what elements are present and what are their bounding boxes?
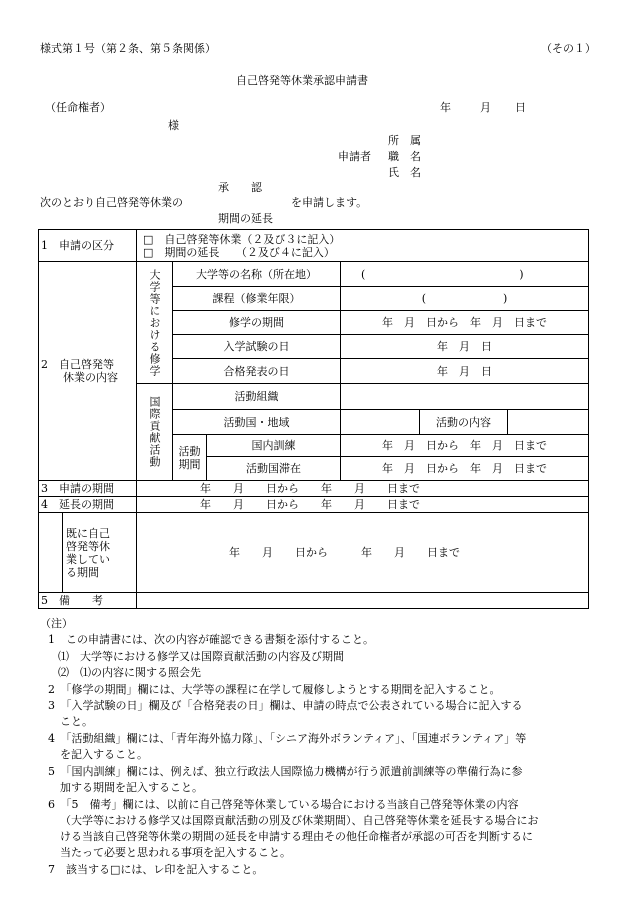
field-remarks[interactable] [137,593,589,609]
label-study [137,262,173,384]
field-application-period[interactable]: 年 月 日から 年 月 日まで [137,481,589,497]
field-extension-period[interactable]: 年 月 日から 年 月 日まで [137,497,589,513]
label-leave-content-l1: 2 自己啓発等 [41,358,114,371]
field-domestic-training[interactable]: 年 月 日から 年 月 日まで [341,435,589,457]
note-2: 2 「修学の期間」欄には、大学等の課程に在学して履修しようとする期間を記入すること。 [48,683,501,696]
field-activity-country[interactable] [341,410,420,435]
label-activity-org: 活動組織 [173,384,341,410]
label-existing-l4: る期間 [66,565,99,579]
note-6c: ける当該自己啓発等休業の期間の延長を申請する理由その他任命権者が承認の可否を判断するに [60,830,533,843]
note-6d: 当たって必要と思われる事項を記入すること。 [60,846,291,859]
label-activity-period-l1: 活動 [178,444,201,458]
label-domestic-training: 国内訓練 [207,435,341,457]
cell-application-type [137,230,589,262]
label-activity-content: 活動の内容 [420,410,508,435]
page-label: （その１） [541,42,596,55]
date-month: 月 [480,101,491,114]
label-stay-abroad: 活動国滞在 [207,457,341,481]
label-course: 課程（修業年限） [173,287,341,311]
application-table [38,229,589,609]
note-3b: こと。 [60,715,93,728]
extension-indent [39,513,63,593]
label-existing-period [63,513,137,593]
field-course[interactable]: ( ) [341,287,589,311]
label-activity-country: 活動国・地域 [173,410,341,435]
note-7: 7 該当する□には、レ印を記入すること。 [48,863,264,876]
label-study-period: 修学の期間 [173,311,341,335]
field-university-name[interactable]: ( ) [341,262,589,287]
addressee-authority: （任命権者） [45,101,111,114]
date-year: 年 [440,101,451,114]
intro-prefix: 次のとおり自己啓発等休業の [40,196,183,209]
note-5b: 加する期間を記入すること。 [60,781,203,794]
option-extension-checkbox[interactable]: □ 期間の延長 （２及び４に記入） [143,245,335,259]
label-existing-l2: 啓発等休 [66,539,110,553]
label-study-text: 大学等における修学 [148,268,161,377]
option-leave-checkbox[interactable]: □ 自己啓発等休業（２及び３に記入） [143,232,341,246]
label-application-type: 1 申請の区分 [39,230,137,262]
note-4a: 4 「活動組織」欄には、「青年海外協力隊」、「シニア海外ボランティア」、「国連ボランティア」等 [48,732,527,745]
note-4b: を記入すること。 [60,748,148,761]
field-activity-org[interactable] [341,384,589,410]
label-existing-l1: 既に自己 [66,526,110,540]
option-approval: 承 認 [218,181,262,194]
note-3a: 3 「入学試験の日」欄及び「合格発表の日」欄は、申請の時点で公表されている場合に記入する [48,699,523,712]
field-study-period[interactable]: 年 月 日から 年 月 日まで [341,311,589,335]
option-extension: 期間の延長 [218,212,273,225]
applicant-affiliation: 所 属 [388,134,421,147]
label-intl-activity-text: 国際貢献活動 [148,396,161,468]
label-existing-l3: 業してい [66,552,110,566]
label-activity-period [173,435,207,481]
intro-suffix: を申請します。 [291,196,368,209]
label-leave-content [39,262,137,481]
date-day: 日 [515,101,526,114]
applicant-label: 申請者 [338,150,371,163]
note-5a: 5 「国内訓練」欄には、例えば、独立行政法人国際協力機構が行う派遣前訓練等の準備行為に参 [48,765,523,778]
label-leave-content-l2: 休業の内容 [63,371,118,384]
field-stay-abroad[interactable]: 年 月 日から 年 月 日まで [341,457,589,481]
form-title: 自己啓発等休業承認申請書 [236,74,368,87]
label-university-name: 大学等の名称（所在地） [173,262,341,287]
note-1a: ⑴ 大学等における修学又は国際貢献活動の内容及び期間 [58,650,344,663]
label-intl-activity [137,384,173,481]
note-6a: 6 「5 備考」欄には、以前に自己啓発等休業している場合における当該自己啓発等休業の内容 [48,798,519,811]
field-existing-period[interactable]: 年 月 日から 年 月 日まで [137,513,589,593]
notes-heading: （注） [40,617,73,630]
label-application-period: 3 申請の期間 [39,481,137,497]
note-1: 1 この申請書には、次の内容が確認できる書類を添付すること。 [48,633,374,646]
label-remarks: 5 備 考 [39,593,137,609]
applicant-name: 氏 名 [388,166,421,179]
label-entrance-exam: 入学試験の日 [173,335,341,359]
field-activity-content[interactable] [508,410,589,435]
label-pass-announcement: 合格発表の日 [173,359,341,384]
label-activity-period-l2: 期間 [178,457,201,471]
row-application-type [39,230,589,262]
form-number: 様式第１号（第２条、第５条関係） [40,42,216,55]
note-6b: （大学等における修学又は国際貢献活動の別及び休業期間）、自己啓発等休業を延長する場合にお [60,814,539,827]
field-entrance-exam[interactable]: 年 月 日 [341,335,589,359]
addressee-sama: 様 [168,119,179,132]
field-pass-announcement[interactable]: 年 月 日 [341,359,589,384]
note-1b: ⑵ ⑴の内容に関する照会先 [58,666,201,679]
applicant-position: 職 名 [388,150,421,163]
label-extension-period: 4 延長の期間 [39,497,137,513]
